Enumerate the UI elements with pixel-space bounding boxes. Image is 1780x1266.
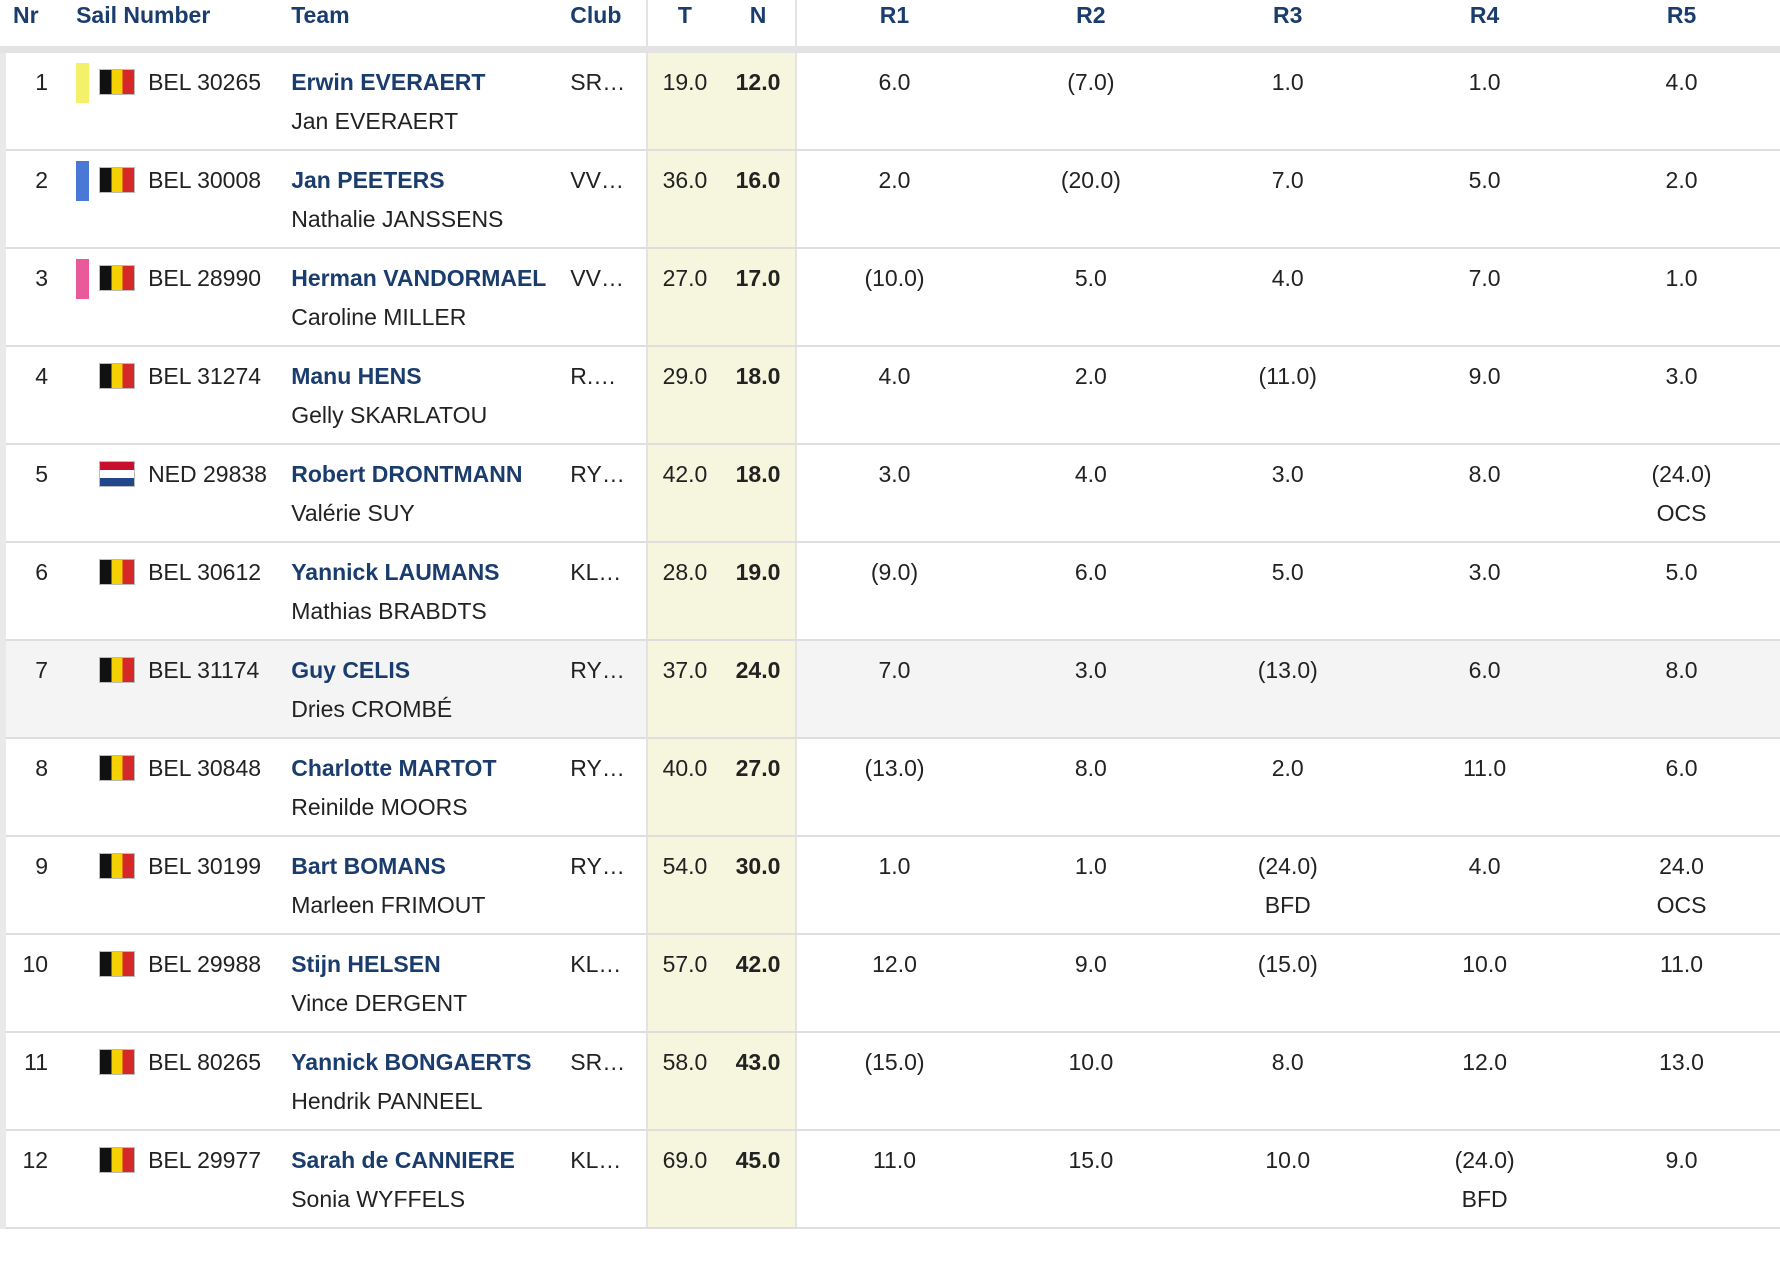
race-score: 4.0 bbox=[1271, 265, 1304, 291]
team-cell bbox=[291, 640, 570, 738]
race-score: 5.0 bbox=[1074, 265, 1107, 291]
sail-number: BEL 30265 bbox=[148, 69, 262, 95]
race-score: (24.0) bbox=[1257, 853, 1318, 879]
race-score: 3.0 bbox=[1468, 559, 1501, 585]
race-score: 5.0 bbox=[1665, 559, 1698, 585]
net-points-cell: 18.0 bbox=[721, 444, 795, 542]
race-r4-cell bbox=[1386, 542, 1583, 640]
rank-cell: 5 bbox=[3, 444, 76, 542]
race-score: (24.0) bbox=[1651, 461, 1712, 487]
header-r2[interactable]: R2 bbox=[992, 0, 1189, 50]
belgium-flag-icon bbox=[99, 657, 135, 683]
race-r1-cell bbox=[796, 444, 993, 542]
total-points-cell: 57.0 bbox=[647, 934, 721, 1032]
race-r2-cell bbox=[992, 248, 1189, 346]
helmsman-link[interactable]: Charlotte MARTOT bbox=[291, 755, 497, 781]
race-score: 8.0 bbox=[1074, 755, 1107, 781]
race-score: 1.0 bbox=[878, 853, 911, 879]
race-r5-cell bbox=[1583, 738, 1780, 836]
total-points-cell: 36.0 bbox=[647, 150, 721, 248]
total-points-cell: 40.0 bbox=[647, 738, 721, 836]
race-r2-cell bbox=[992, 934, 1189, 1032]
header-total[interactable]: T bbox=[647, 0, 721, 50]
race-r5-cell bbox=[1583, 150, 1780, 248]
helmsman-link[interactable]: Yannick BONGAERTS bbox=[291, 1049, 532, 1075]
race-r2-cell bbox=[992, 836, 1189, 934]
race-r5-cell bbox=[1583, 346, 1780, 444]
sail-number: BEL 80265 bbox=[148, 1049, 262, 1075]
team-cell bbox=[291, 1032, 570, 1130]
crew-name: Sonia WYFFELS bbox=[291, 1186, 466, 1212]
crew-name: Mathias BRABDTS bbox=[291, 598, 487, 624]
total-points-cell: 58.0 bbox=[647, 1032, 721, 1130]
race-score: 4.0 bbox=[878, 363, 911, 389]
race-score: 3.0 bbox=[1665, 363, 1698, 389]
sail-number-cell bbox=[76, 248, 291, 346]
race-score: (13.0) bbox=[1257, 657, 1318, 683]
race-r4-cell bbox=[1386, 738, 1583, 836]
total-points-cell: 37.0 bbox=[647, 640, 721, 738]
race-score: 2.0 bbox=[1271, 755, 1304, 781]
race-r5-cell bbox=[1583, 1032, 1780, 1130]
team-cell bbox=[291, 738, 570, 836]
race-r5-cell bbox=[1583, 934, 1780, 1032]
helmsman-link[interactable]: Bart BOMANS bbox=[291, 853, 446, 879]
team-cell bbox=[291, 150, 570, 248]
total-points-cell: 27.0 bbox=[647, 248, 721, 346]
race-r4-cell bbox=[1386, 1130, 1583, 1228]
netherlands-flag-icon bbox=[99, 461, 135, 487]
club-cell: KL… bbox=[570, 1130, 647, 1228]
race-score: 6.0 bbox=[1665, 755, 1698, 781]
rank-cell: 11 bbox=[3, 1032, 76, 1130]
rank-cell: 3 bbox=[3, 248, 76, 346]
team-cell bbox=[291, 248, 570, 346]
header-nr[interactable]: Nr bbox=[3, 0, 76, 50]
race-r5-cell bbox=[1583, 248, 1780, 346]
race-r1-cell bbox=[796, 248, 993, 346]
crew-name: Nathalie JANSSENS bbox=[291, 206, 504, 232]
rank-cell: 1 bbox=[3, 50, 76, 151]
belgium-flag-icon bbox=[99, 853, 135, 879]
race-r4-cell bbox=[1386, 934, 1583, 1032]
rank-indicator bbox=[76, 259, 89, 299]
race-r5-cell bbox=[1583, 836, 1780, 934]
club-cell: SR… bbox=[570, 50, 647, 151]
race-r3-cell bbox=[1189, 444, 1386, 542]
belgium-flag-icon bbox=[99, 167, 135, 193]
race-r5-cell bbox=[1583, 640, 1780, 738]
sail-number: BEL 29977 bbox=[148, 1147, 262, 1173]
rank-indicator bbox=[76, 1141, 89, 1181]
table-row[interactable] bbox=[3, 836, 1780, 934]
rank-indicator bbox=[76, 455, 89, 495]
race-score: 9.0 bbox=[1665, 1147, 1698, 1173]
header-sail-number[interactable]: Sail Number bbox=[76, 0, 291, 50]
club-cell: VV… bbox=[570, 150, 647, 248]
sail-number: NED 29838 bbox=[148, 461, 267, 487]
table-row[interactable] bbox=[3, 934, 1780, 1032]
net-points-cell: 30.0 bbox=[721, 836, 795, 934]
race-score: (15.0) bbox=[1257, 951, 1318, 977]
total-points-cell: 69.0 bbox=[647, 1130, 721, 1228]
sail-number-cell bbox=[76, 444, 291, 542]
race-penalty-code: OCS bbox=[1656, 500, 1707, 526]
sail-number: BEL 28990 bbox=[148, 265, 262, 291]
team-cell bbox=[291, 542, 570, 640]
club-cell: RY… bbox=[570, 444, 647, 542]
header-club[interactable]: Club bbox=[570, 0, 647, 50]
helmsman-link[interactable]: Jan PEETERS bbox=[291, 167, 445, 193]
race-score: (9.0) bbox=[870, 559, 919, 585]
race-r5-cell bbox=[1583, 542, 1780, 640]
rank-indicator bbox=[76, 161, 89, 201]
team-cell bbox=[291, 346, 570, 444]
race-r1-cell bbox=[796, 542, 993, 640]
helmsman-link[interactable]: Manu HENS bbox=[291, 363, 422, 389]
race-score: 24.0 bbox=[1659, 853, 1704, 879]
table-header bbox=[3, 0, 1780, 50]
crew-name: Hendrik PANNEEL bbox=[291, 1088, 483, 1114]
race-score: 8.0 bbox=[1271, 1049, 1304, 1075]
race-score: 12.0 bbox=[1462, 1049, 1507, 1075]
race-r3-cell bbox=[1189, 150, 1386, 248]
header-r4[interactable]: R4 bbox=[1386, 0, 1583, 50]
sail-number: BEL 30199 bbox=[148, 853, 262, 879]
race-r2-cell bbox=[992, 444, 1189, 542]
rank-cell: 6 bbox=[3, 542, 76, 640]
race-r4-cell bbox=[1386, 640, 1583, 738]
team-cell bbox=[291, 444, 570, 542]
race-score: 3.0 bbox=[1271, 461, 1304, 487]
race-score: (7.0) bbox=[1067, 69, 1115, 95]
total-points-cell: 29.0 bbox=[647, 346, 721, 444]
crew-name: Valérie SUY bbox=[291, 500, 415, 526]
race-score: (10.0) bbox=[864, 265, 925, 291]
table-row[interactable] bbox=[3, 248, 1780, 346]
header-r1[interactable]: R1 bbox=[796, 0, 993, 50]
helmsman-link[interactable]: Erwin EVERAERT bbox=[291, 69, 486, 95]
race-score: 11.0 bbox=[872, 1147, 917, 1173]
race-score: 1.0 bbox=[1271, 69, 1304, 95]
club-cell: RY… bbox=[570, 836, 647, 934]
rank-indicator bbox=[76, 847, 89, 887]
team-cell bbox=[291, 836, 570, 934]
race-score: 3.0 bbox=[1074, 657, 1107, 683]
race-r3-cell bbox=[1189, 836, 1386, 934]
net-points-cell: 27.0 bbox=[721, 738, 795, 836]
race-score: 7.0 bbox=[1271, 167, 1304, 193]
belgium-flag-icon bbox=[99, 69, 135, 95]
sail-number: BEL 30008 bbox=[148, 167, 262, 193]
race-r1-cell bbox=[796, 738, 993, 836]
net-points-cell: 24.0 bbox=[721, 640, 795, 738]
sail-number-cell bbox=[76, 1130, 291, 1228]
race-score: 3.0 bbox=[878, 461, 911, 487]
race-score: 8.0 bbox=[1468, 461, 1501, 487]
crew-name: Caroline MILLER bbox=[291, 304, 467, 330]
race-score: 6.0 bbox=[1468, 657, 1501, 683]
rank-indicator bbox=[76, 357, 89, 397]
club-cell: KL… bbox=[570, 934, 647, 1032]
race-score: 9.0 bbox=[1468, 363, 1501, 389]
rank-cell: 2 bbox=[3, 150, 76, 248]
sail-number: BEL 29988 bbox=[148, 951, 262, 977]
helmsman-link[interactable]: Robert DRONTMANN bbox=[291, 461, 523, 487]
race-r3-cell bbox=[1189, 346, 1386, 444]
race-r2-cell bbox=[992, 738, 1189, 836]
race-score: 10.0 bbox=[1462, 951, 1507, 977]
race-penalty-code: BFD bbox=[1461, 1186, 1508, 1212]
race-r3-cell bbox=[1189, 248, 1386, 346]
table-row[interactable] bbox=[3, 444, 1780, 542]
race-score: 11.0 bbox=[1660, 951, 1704, 977]
race-score: (15.0) bbox=[864, 1049, 925, 1075]
sail-number-cell bbox=[76, 150, 291, 248]
race-score: 10.0 bbox=[1068, 1049, 1114, 1075]
sail-number: BEL 31274 bbox=[148, 363, 262, 389]
race-r1-cell bbox=[796, 836, 993, 934]
club-cell: VV… bbox=[570, 248, 647, 346]
race-r4-cell bbox=[1386, 346, 1583, 444]
team-cell bbox=[291, 1130, 570, 1228]
race-penalty-code: BFD bbox=[1264, 892, 1311, 918]
crew-name: Gelly SKARLATOU bbox=[291, 402, 488, 428]
rank-cell: 7 bbox=[3, 640, 76, 738]
race-r5-cell bbox=[1583, 444, 1780, 542]
race-score: 1.0 bbox=[1074, 853, 1107, 879]
sail-number-cell bbox=[76, 542, 291, 640]
race-r4-cell bbox=[1386, 444, 1583, 542]
net-points-cell: 17.0 bbox=[721, 248, 795, 346]
net-points-cell: 18.0 bbox=[721, 346, 795, 444]
total-points-cell: 19.0 bbox=[647, 50, 721, 151]
race-score: 15.0 bbox=[1068, 1147, 1114, 1173]
table-row[interactable] bbox=[3, 150, 1780, 248]
race-r2-cell bbox=[992, 1130, 1189, 1228]
helmsman-link[interactable]: Yannick LAUMANS bbox=[291, 559, 500, 585]
net-points-cell: 43.0 bbox=[721, 1032, 795, 1130]
race-r3-cell bbox=[1189, 1032, 1386, 1130]
race-score: 5.0 bbox=[1468, 167, 1501, 193]
net-points-cell: 19.0 bbox=[721, 542, 795, 640]
race-score: 1.0 bbox=[1468, 69, 1501, 95]
crew-name: Jan EVERAERT bbox=[291, 108, 459, 134]
race-r4-cell bbox=[1386, 836, 1583, 934]
race-score: 7.0 bbox=[1468, 265, 1501, 291]
race-score: (11.0) bbox=[1258, 363, 1317, 389]
race-score: 2.0 bbox=[878, 167, 911, 193]
race-r2-cell bbox=[992, 50, 1189, 151]
race-r1-cell bbox=[796, 640, 993, 738]
net-points-cell: 45.0 bbox=[721, 1130, 795, 1228]
belgium-flag-icon bbox=[99, 265, 135, 291]
race-r2-cell bbox=[992, 542, 1189, 640]
race-score: 6.0 bbox=[1074, 559, 1107, 585]
rank-indicator bbox=[76, 749, 89, 789]
race-score: (20.0) bbox=[1060, 167, 1121, 193]
crew-name: Marleen FRIMOUT bbox=[291, 892, 486, 918]
sail-number-cell bbox=[76, 1032, 291, 1130]
race-r3-cell bbox=[1189, 738, 1386, 836]
table-body bbox=[3, 50, 1780, 1229]
table-row[interactable] bbox=[3, 542, 1780, 640]
header-net[interactable]: N bbox=[721, 0, 795, 50]
rank-indicator bbox=[76, 1043, 89, 1083]
header-r5[interactable]: R5 bbox=[1583, 0, 1780, 50]
table-row[interactable] bbox=[3, 640, 1780, 738]
race-score: 2.0 bbox=[1665, 167, 1698, 193]
race-score: 1.0 bbox=[1665, 265, 1698, 291]
crew-name: Dries CROMBÉ bbox=[291, 696, 453, 722]
race-score: 12.0 bbox=[872, 951, 917, 977]
race-r1-cell bbox=[796, 346, 993, 444]
belgium-flag-icon bbox=[99, 559, 135, 585]
sail-number: BEL 30612 bbox=[148, 559, 262, 585]
race-score: 13.0 bbox=[1659, 1049, 1704, 1075]
race-r2-cell bbox=[992, 1032, 1189, 1130]
rank-cell: 8 bbox=[3, 738, 76, 836]
race-score: 8.0 bbox=[1665, 657, 1698, 683]
helmsman-link[interactable]: Stijn HELSEN bbox=[291, 951, 441, 977]
team-cell bbox=[291, 50, 570, 151]
rank-indicator bbox=[76, 63, 89, 103]
race-r2-cell bbox=[992, 640, 1189, 738]
race-r3-cell bbox=[1189, 640, 1386, 738]
race-score: 4.0 bbox=[1468, 853, 1501, 879]
rank-cell: 4 bbox=[3, 346, 76, 444]
race-score: (24.0) bbox=[1454, 1147, 1515, 1173]
header-r3[interactable]: R3 bbox=[1189, 0, 1386, 50]
helmsman-link[interactable]: Guy CELIS bbox=[291, 657, 411, 683]
sail-number: BEL 31174 bbox=[148, 657, 260, 683]
race-r4-cell bbox=[1386, 1032, 1583, 1130]
helmsman-link[interactable]: Herman VANDORMAEL bbox=[291, 265, 547, 291]
rank-indicator bbox=[76, 651, 89, 691]
race-score: 4.0 bbox=[1665, 69, 1698, 95]
race-penalty-code: OCS bbox=[1656, 892, 1707, 918]
sail-number-cell bbox=[76, 934, 291, 1032]
rank-indicator bbox=[76, 945, 89, 985]
race-score: 5.0 bbox=[1271, 559, 1304, 585]
race-score: (13.0) bbox=[864, 755, 925, 781]
race-r1-cell bbox=[796, 150, 993, 248]
sail-number-cell bbox=[76, 346, 291, 444]
sail-number-cell bbox=[76, 738, 291, 836]
table-row[interactable] bbox=[3, 50, 1780, 151]
rank-cell: 9 bbox=[3, 836, 76, 934]
sail-number-cell bbox=[76, 50, 291, 151]
race-r1-cell bbox=[796, 50, 993, 151]
belgium-flag-icon bbox=[99, 363, 135, 389]
table-row[interactable] bbox=[3, 346, 1780, 444]
club-cell: RY… bbox=[570, 738, 647, 836]
rank-indicator bbox=[76, 553, 89, 593]
table-row[interactable] bbox=[3, 738, 1780, 836]
net-points-cell: 12.0 bbox=[721, 50, 795, 151]
race-r4-cell bbox=[1386, 150, 1583, 248]
race-r3-cell bbox=[1189, 1130, 1386, 1228]
race-score: 11.0 bbox=[1463, 755, 1507, 781]
total-points-cell: 42.0 bbox=[647, 444, 721, 542]
total-points-cell: 54.0 bbox=[647, 836, 721, 934]
club-cell: SR… bbox=[570, 1032, 647, 1130]
race-r2-cell bbox=[992, 150, 1189, 248]
belgium-flag-icon bbox=[99, 1147, 135, 1173]
race-score: 10.0 bbox=[1265, 1147, 1311, 1173]
race-r3-cell bbox=[1189, 50, 1386, 151]
race-r5-cell bbox=[1583, 50, 1780, 151]
total-points-cell: 28.0 bbox=[647, 542, 721, 640]
club-cell: KL… bbox=[570, 542, 647, 640]
race-r3-cell bbox=[1189, 542, 1386, 640]
race-score: 4.0 bbox=[1074, 461, 1107, 487]
race-r2-cell bbox=[992, 346, 1189, 444]
sail-number-cell bbox=[76, 640, 291, 738]
net-points-cell: 16.0 bbox=[721, 150, 795, 248]
race-score: 6.0 bbox=[878, 69, 911, 95]
club-cell: R.… bbox=[570, 346, 647, 444]
net-points-cell: 42.0 bbox=[721, 934, 795, 1032]
race-r1-cell bbox=[796, 1130, 993, 1228]
race-r5-cell bbox=[1583, 1130, 1780, 1228]
helmsman-link[interactable]: Sarah de CANNIERE bbox=[291, 1147, 515, 1173]
header-team[interactable]: Team bbox=[291, 0, 570, 50]
race-score: 7.0 bbox=[878, 657, 911, 683]
rank-cell: 12 bbox=[3, 1130, 76, 1228]
crew-name: Vince DERGENT bbox=[291, 990, 468, 1016]
team-cell bbox=[291, 934, 570, 1032]
belgium-flag-icon bbox=[99, 1049, 135, 1075]
race-r4-cell bbox=[1386, 248, 1583, 346]
table-row[interactable] bbox=[3, 1130, 1780, 1228]
sail-number: BEL 30848 bbox=[148, 755, 262, 781]
race-score: 9.0 bbox=[1074, 951, 1107, 977]
table-row[interactable] bbox=[3, 1032, 1780, 1130]
race-r1-cell bbox=[796, 1032, 993, 1130]
race-r4-cell bbox=[1386, 50, 1583, 151]
crew-name: Reinilde MOORS bbox=[291, 794, 468, 820]
race-r1-cell bbox=[796, 934, 993, 1032]
club-cell: RY… bbox=[570, 640, 647, 738]
race-score: 2.0 bbox=[1074, 363, 1107, 389]
belgium-flag-icon bbox=[99, 755, 135, 781]
race-r3-cell bbox=[1189, 934, 1386, 1032]
rank-cell: 10 bbox=[3, 934, 76, 1032]
sail-number-cell bbox=[76, 836, 291, 934]
belgium-flag-icon bbox=[99, 951, 135, 977]
